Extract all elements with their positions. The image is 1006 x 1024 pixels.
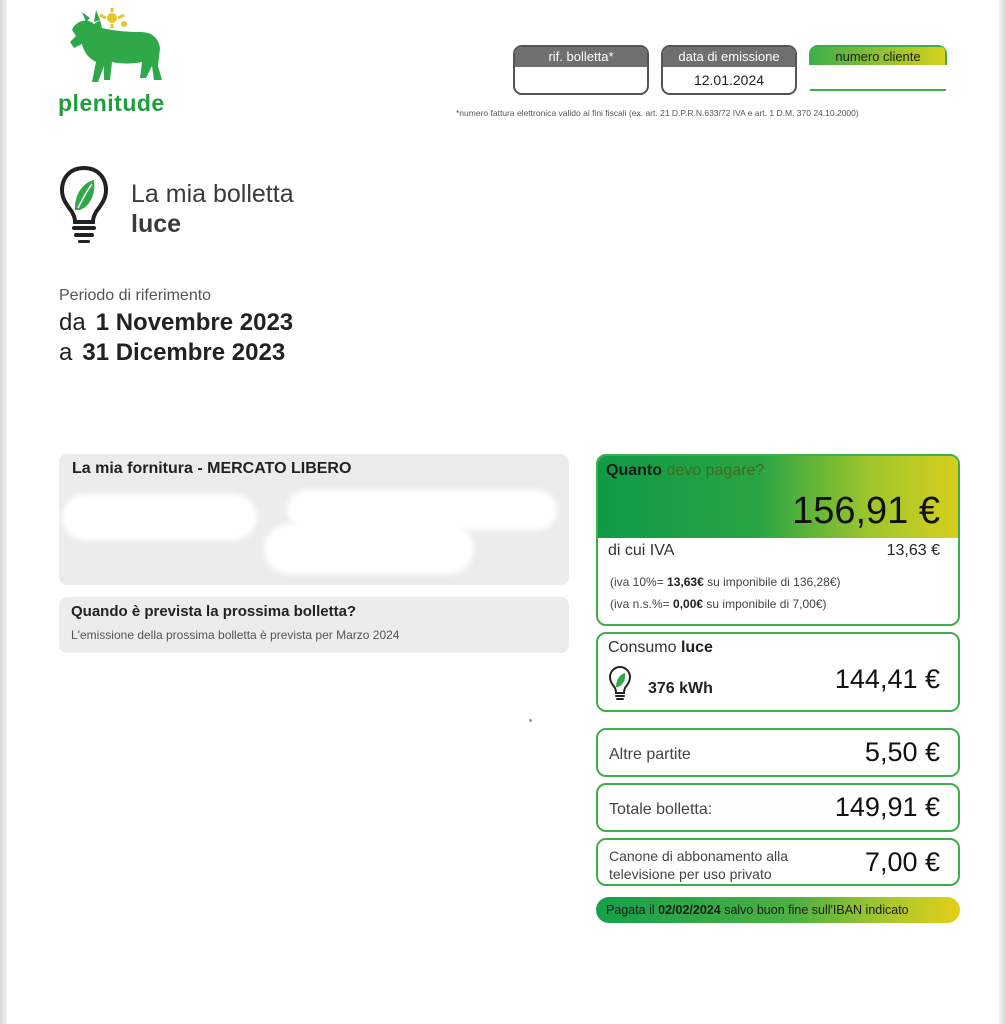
- lightbulb-leaf-icon: [58, 164, 110, 244]
- next-bill-panel: [59, 597, 569, 653]
- fornitura-panel: [59, 454, 569, 585]
- paid-date: 02/02/2024: [658, 903, 721, 917]
- data-emissione-label: data di emissione: [663, 47, 795, 67]
- payment-status-badge: [596, 897, 960, 923]
- paid-suffix: salvo buon fine sull'IBAN indicato: [724, 903, 909, 917]
- period-label: Periodo di riferimento: [59, 287, 212, 304]
- bill-total-amount: 149,91 €: [834, 792, 940, 822]
- amount-due-label-rest: devo pagare?: [666, 462, 765, 479]
- period-from-prefix: da: [59, 309, 86, 336]
- consumption-kwh: 376 kWh: [648, 680, 713, 697]
- consumption-card: [596, 632, 960, 712]
- consumption-label: [608, 639, 713, 657]
- period-to-date: 31 Dicembre 2023: [82, 339, 286, 366]
- amount-due-label: [606, 462, 764, 480]
- consumption-label-text: Consumo: [608, 639, 677, 656]
- redacted-area: [62, 494, 257, 540]
- iva-10-suffix: su imponibile di 136,28€): [707, 575, 841, 589]
- period-from: [59, 309, 293, 337]
- iva-ns-detail: [610, 597, 827, 611]
- consumption-type: luce: [680, 639, 713, 656]
- paid-prefix: Pagata il: [606, 903, 655, 917]
- page-edge-right: [999, 0, 1006, 1024]
- bill-title: La mia bolletta: [131, 180, 294, 208]
- bill-type: luce: [131, 210, 182, 238]
- next-bill-text: L'emissione della prossima bolletta è prevista per Marzo 2024: [71, 628, 400, 642]
- other-items-amount: 5,50 €: [864, 737, 940, 767]
- tv-license-label: Canone di abbonamento alla televisione per uso privato: [609, 848, 789, 882]
- next-bill-title: Quando è prevista la prossima bolletta?: [71, 603, 357, 620]
- data-emissione-box: [661, 45, 797, 95]
- period-to: [59, 339, 285, 367]
- iva-label: di cui IVA: [608, 542, 675, 559]
- amount-due-total: 156,91 €: [792, 490, 940, 532]
- lightbulb-leaf-small-icon: [608, 665, 632, 703]
- iva-10-prefix: (iva 10%=: [610, 575, 664, 589]
- consumption-amount: 144,41 €: [834, 664, 940, 694]
- bill-total-label: Totale bolletta:: [609, 801, 713, 818]
- iva-10-amount: 13,63€: [667, 575, 704, 589]
- six-legged-dog-logo-icon: [66, 8, 166, 94]
- numero-cliente-label: numero cliente: [809, 45, 947, 65]
- redacted-area: [264, 524, 474, 574]
- period-to-prefix: a: [59, 339, 73, 366]
- amount-due-label-bold: Quanto: [606, 462, 662, 479]
- scan-speck: [529, 719, 532, 722]
- rif-bolletta-label: rif. bolletta*: [515, 47, 647, 67]
- tv-license-card: [596, 838, 960, 886]
- data-emissione-value: 12.01.2024: [693, 72, 765, 88]
- other-items-card: [596, 728, 960, 777]
- tv-license-amount: 7,00 €: [864, 847, 940, 877]
- iva-ns-prefix: (iva n.s.%=: [610, 597, 670, 611]
- numero-cliente-box: [809, 45, 947, 95]
- fiscal-note: *numero fattura elettronica valido ai fini fiscali (ex. art. 21 D.P.R.N.633/72 IVA e art. 1 D.M. 370 24.10.2000): [456, 108, 859, 118]
- iva-value: 13,63 €: [886, 542, 940, 559]
- rif-bolletta-box: [513, 45, 649, 95]
- bill-total-card: [596, 783, 960, 832]
- amount-due-card: [596, 454, 960, 626]
- iva-ns-suffix: su imponibile di 7,00€): [706, 597, 827, 611]
- other-items-label: Altre partite: [609, 746, 691, 763]
- iva-ns-amount: 0,00€: [673, 597, 704, 611]
- numero-cliente-value: [809, 65, 947, 91]
- period-from-date: 1 Novembre 2023: [95, 309, 294, 336]
- iva-10-detail: [610, 575, 841, 589]
- fornitura-title: La mia fornitura - MERCATO LIBERO: [72, 460, 352, 477]
- page-edge-left: [0, 0, 7, 1024]
- brand-name: plenitude: [58, 90, 165, 116]
